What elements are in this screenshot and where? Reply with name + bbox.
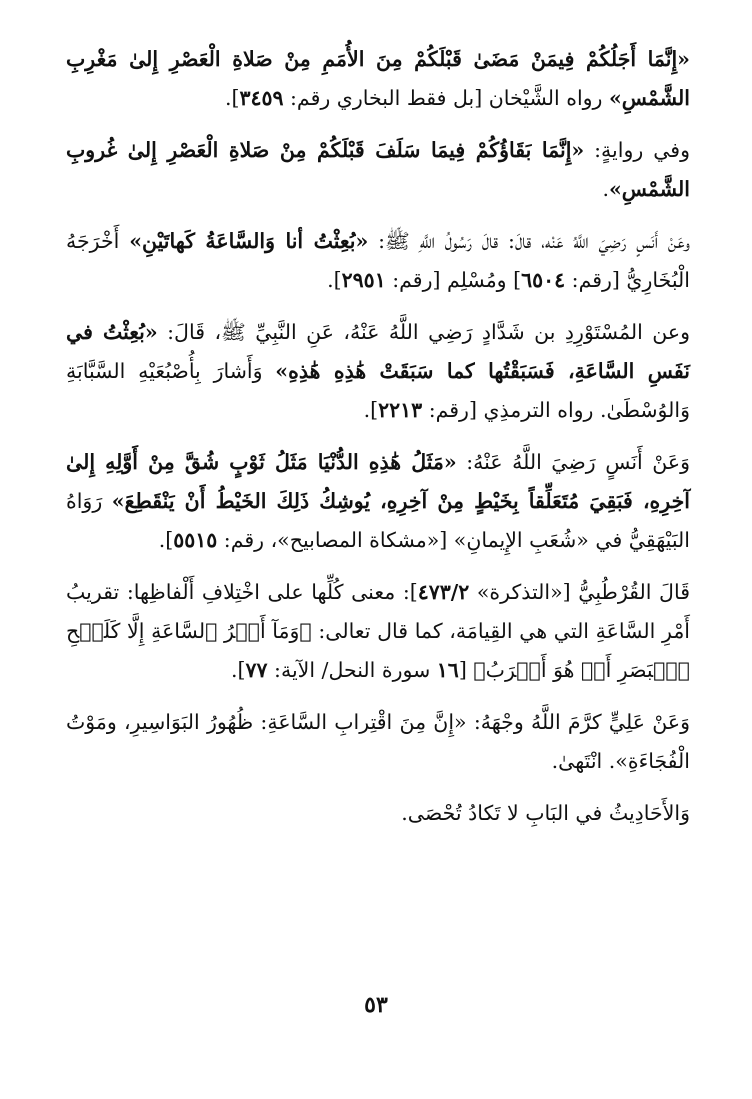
quran-verse: ﴿وَمَآ أَمۡرُ ٱلسَّاعَةِ إِلَّا كَلَمۡحِ ٱلۡبَصَرِ أَوۡ هُوَ أَقۡرَبُ﴾ xyxy=(66,619,690,682)
reference-number: ١٦ xyxy=(436,658,459,682)
narrator-text: وعَنْ أَنَسٍ رَضِيَ اللَّهُ عَنْه، قالَ: قالَ رَسُولُ اللَّهِ ﷺ: xyxy=(368,229,690,253)
hadith-text: «بُعِثْتُ في نَفَسِ السَّاعَةِ، فَسَبَقْتُها كما سَبَقَتْ هَٰذِهِ هَٰذِهِ» xyxy=(66,320,690,383)
reference-number: ٤٧٣/٢ xyxy=(417,580,470,604)
hadith-text: «بُعِثْتُ أنا وَالسَّاعَةُ كَهاتَيْنِ» xyxy=(129,229,369,253)
paragraph-3 xyxy=(66,222,690,300)
source-text: أَخْرَجَهُ الْبُخَارِيُّ [رقم: xyxy=(66,229,690,292)
hadith-text: «مَثَلُ هَٰذِهِ الدُّنْيَا مَثَلُ ثَوْبٍ شُقَّ مِنْ أَوَّلِهِ إِلىٰ آخِرِهِ، فَبَقِيَ مُتَعَلِّقاً بِخَيْطٍ مِنْ آخِرِهِ، يُوشِكُ ذَلِكَ الخَيْطُ أَنْ يَنْقَطِعَ» xyxy=(66,450,690,513)
narrator-text: وعن المُسْتَوْرِدِ بن شَدَّادٍ رَضِي اللَّهُ عَنْهُ، عَنِ النَّبِيِّ ﷺ، قَالَ: xyxy=(157,320,690,344)
paragraph-2 xyxy=(66,131,690,209)
page-number: ٥٣ xyxy=(364,992,388,1018)
closing-bracket: ]. xyxy=(327,268,342,292)
source-text: رَوَاهُ البَيْهَقِيُّ في «شُعَبِ الإِيمانِ» [«مشكاة المصابيح»، رقم: xyxy=(66,489,690,552)
commentary-text: ]: معنى كُلِّها على اخْتِلافِ أَلْفاظِها: تقريبُ أَمْرِ السَّاعَةِ التي هي القِيامَة، كما قال تعالى: xyxy=(66,580,691,643)
reference-number: ٣٤٥٩ xyxy=(239,86,284,110)
closing-punctuation: . xyxy=(602,177,609,201)
reference-number: ٧٧ xyxy=(245,658,268,682)
commentary-text: قَالَ القُرْطُبِيُّ [«التذكرة» xyxy=(469,580,690,604)
source-text: سورة النحل/ الآية: xyxy=(267,658,437,682)
reference-number: ٦٥٠٤ xyxy=(521,268,566,292)
narrator-text: وَعَنْ أَنَسٍ رَضِيَ اللَّهُ عَنْهُ: xyxy=(456,450,690,474)
closing-text: وَالأَحَادِيثُ في البَابِ لا تَكادُ تُحْصَى. xyxy=(401,801,690,825)
hadith-text: «إِنَّمَا أَجَلُكُمْ فِيمَنْ مَضَىٰ قَبْلَكُمْ مِنَ الأُمَمِ مِنْ صَلاةِ الْعَصْرِ إِلىٰ مَغْرِبِ الشَّمْسِ» xyxy=(66,47,690,110)
paragraph-1 xyxy=(66,40,690,118)
reference-number: ٢٩٥١ xyxy=(341,268,386,292)
closing-bracket: ]. xyxy=(224,86,240,110)
reference-number: ٢٢١٣ xyxy=(378,398,423,422)
paragraph-4 xyxy=(66,313,690,430)
closing-bracket: ]. xyxy=(158,528,174,552)
closing-bracket: ]. xyxy=(230,658,246,682)
intro-text: وفي روايةٍ: xyxy=(584,138,690,162)
hadith-text: «إِنَّمَا بَقَاؤُكُمْ فِيمَا سَلَفَ قَبْلَكُمْ مِنْ صَلاةِ الْعَصْرِ إِلىٰ غُروبِ الشَّمْسِ» xyxy=(66,138,690,201)
source-text: وَأَشارَ بِأُصْبُعَيْهِ السَّبَّابَةِ وَالوُسْطَىٰ. رواه الترمذِي [رقم: xyxy=(66,359,690,422)
paragraph-6 xyxy=(66,573,690,690)
reference-number: ٥٥١٥ xyxy=(173,528,218,552)
body-text xyxy=(66,40,690,833)
paragraph-5 xyxy=(66,443,690,560)
athar-text: وَعَنْ عَلِيٍّ كرَّمَ اللَّهُ وجْهَهُ: «إِنَّ مِنَ اقْتِرابِ السَّاعَةِ: ظُهُورُ البَوَاسِيرِ، ومَوْتُ الْفُجَاءَةِ». انْتَهىٰ. xyxy=(66,710,690,773)
paragraph-8 xyxy=(66,794,690,833)
closing-bracket: ]. xyxy=(363,398,379,422)
source-text: [ xyxy=(458,658,474,682)
source-text: ] ومُسْلِم [رقم: xyxy=(385,268,522,292)
paragraph-7 xyxy=(66,703,690,781)
narration-note: رواه الشَّيْخان [بل فقط البخاري رقم: xyxy=(283,86,609,110)
